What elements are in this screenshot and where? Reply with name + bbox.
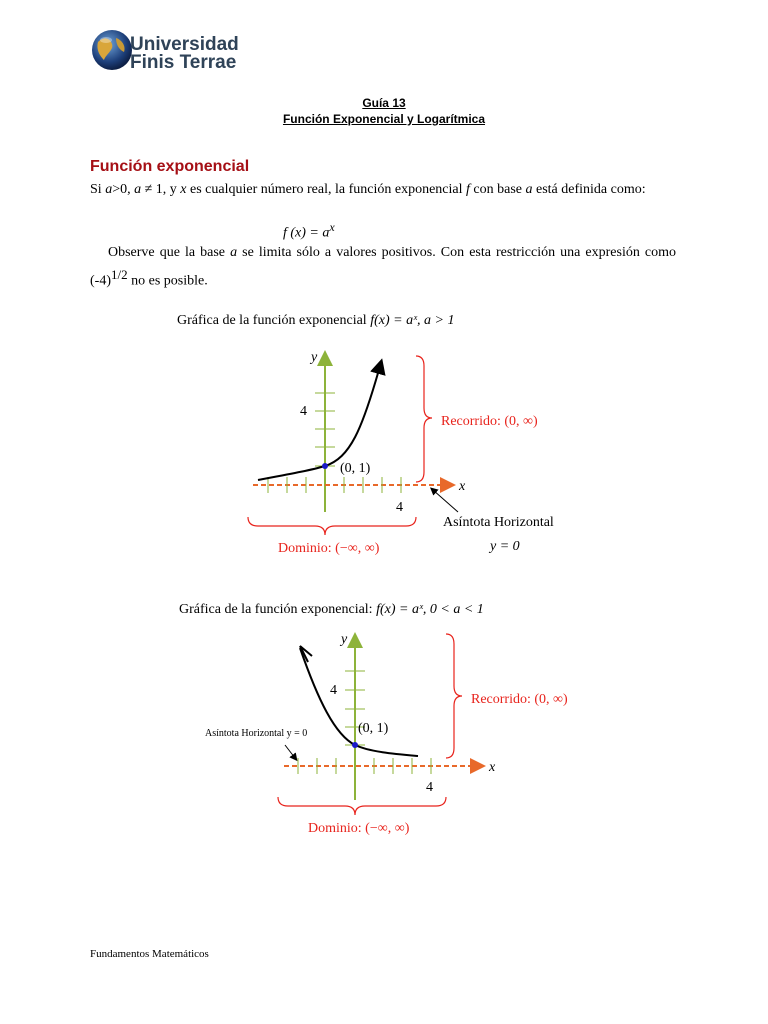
graph1-asymptote-label: Asíntota Horizontal	[443, 515, 554, 530]
graph1-point	[322, 463, 328, 469]
observe-text-2: se limita sólo a valores positivos. Con esta restricción una expresión como (-4)	[90, 245, 676, 289]
formula-exponent: x	[329, 220, 335, 234]
intro-var-x: x	[180, 182, 187, 197]
graph1-range-label: Recorrido: (0, ∞)	[441, 414, 538, 429]
intro-text-4: es cualquier número real, la función exponencial	[186, 182, 466, 197]
observe-text-1: Observe que la base	[108, 245, 231, 260]
graph1-x-tick-label: 4	[396, 500, 403, 515]
graph2-point-label: (0, 1)	[358, 721, 389, 736]
graph1-range-brace	[416, 356, 432, 482]
section-title: Función exponencial	[90, 158, 250, 175]
graph1-y-label: y	[311, 350, 318, 365]
page-footer: Fundamentos Matemáticos	[90, 948, 209, 960]
graph2-point	[352, 742, 358, 748]
graph2-range-brace	[446, 634, 462, 758]
graph2-range-label: Recorrido: (0, ∞)	[471, 692, 568, 707]
graph2-domain-label: Dominio: (−∞, ∞)	[308, 821, 410, 836]
observe-text-3: no es posible.	[127, 273, 208, 289]
graph1-domain-label: Dominio: (−∞, ∞)	[278, 541, 380, 556]
graph2-caption-formula: f(x) = aˣ, 0 < a < 1	[376, 602, 484, 617]
graph1-point-label: (0, 1)	[340, 461, 371, 476]
graph2-x-label: x	[489, 760, 496, 775]
graph2-y-tick-label: 4	[330, 683, 337, 698]
intro-var-f: f	[466, 182, 470, 197]
graph2-exponential-curve	[300, 648, 418, 756]
graph2-asymptote-pointer	[285, 745, 295, 758]
graph2-y-label: y	[341, 632, 348, 647]
observe-var-a: a	[230, 245, 238, 260]
intro-text-2: >0,	[112, 182, 135, 197]
graph2-caption-text: Gráfica de la función exponencial:	[179, 602, 377, 617]
guide-title: Función Exponencial y Logarítmica	[282, 112, 486, 126]
graph1-y-tick-label: 4	[300, 404, 307, 419]
graph2-asymptote-label: Asíntota Horizontal y = 0	[205, 728, 308, 739]
graph1-caption-formula: f(x) = aˣ, a > 1	[370, 313, 455, 328]
graph1-domain-brace	[248, 517, 416, 535]
graph2-x-tick-label: 4	[426, 780, 433, 795]
intro-text-6: está definida como:	[532, 182, 646, 197]
intro-var-a: a	[134, 182, 142, 197]
graph1-x-label: x	[459, 479, 466, 494]
logo-university-line1: Universidad	[130, 34, 239, 55]
logo-university-line2: Finis Terrae	[130, 52, 237, 73]
graph2-domain-brace	[278, 797, 446, 815]
formula-text: f (x) = a	[283, 225, 330, 241]
intro-text-1: Si	[90, 182, 106, 197]
intro-var-a: a	[525, 182, 533, 197]
intro-text-5: con base	[469, 182, 526, 197]
guide-number: Guía 13	[362, 96, 406, 110]
intro-var-a: a	[105, 182, 113, 197]
graph1-asymptote-equation: y = 0	[490, 539, 520, 554]
graph2-caption	[179, 602, 484, 618]
graph1-caption-text: Gráfica de la función exponencial	[177, 313, 371, 328]
graph1-asymptote-pointer	[433, 490, 458, 512]
observe-exponent: 1/2	[111, 267, 128, 282]
intro-text-3: ≠ 1, y	[141, 182, 181, 197]
